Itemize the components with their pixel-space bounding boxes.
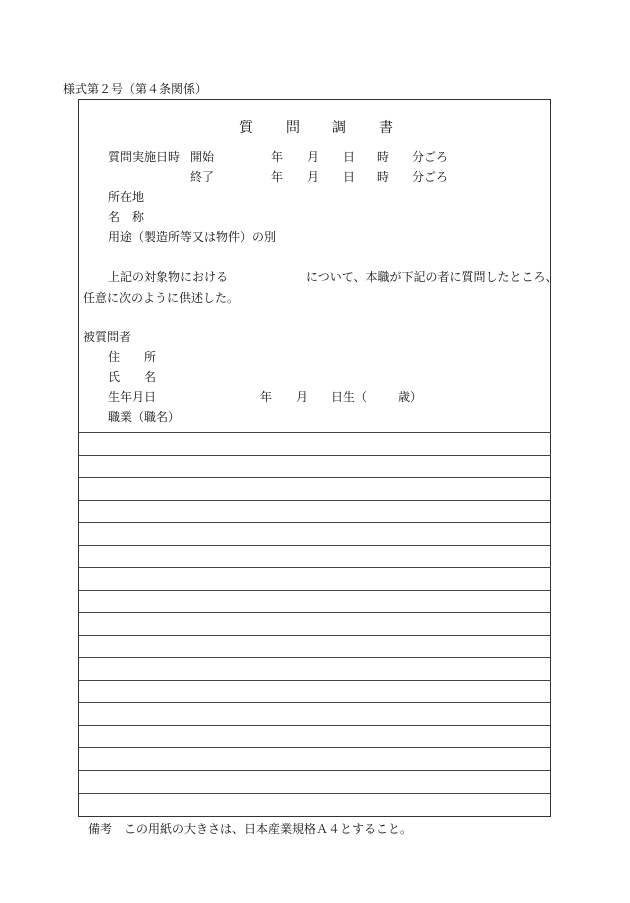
- respondent-name-label: 氏 名: [108, 370, 157, 384]
- ruled-line: [78, 545, 551, 546]
- ruled-line: [78, 567, 551, 568]
- start-label: 開始: [190, 150, 215, 164]
- title-char: 質: [239, 120, 253, 136]
- title-char: 書: [379, 120, 393, 136]
- ruled-line: [78, 680, 551, 681]
- form-label: 様式第２号（第４条関係）: [63, 82, 208, 96]
- title-char: 問: [286, 120, 300, 136]
- datetime-label: 質問実施日時: [108, 150, 181, 164]
- statement-line2: 任意に次のように供述した。: [83, 291, 240, 305]
- ruled-line: [78, 612, 551, 613]
- statement-part2: について、本職が下記の者に質問したところ、: [306, 270, 558, 284]
- start-day-unit: 日: [343, 150, 356, 164]
- end-year-unit: 年: [271, 170, 284, 184]
- location-label: 所在地: [108, 190, 145, 204]
- ruled-line: [78, 635, 551, 636]
- end-label: 終了: [190, 170, 215, 184]
- ruled-line: [78, 500, 551, 501]
- start-minute-unit: 分ごろ: [412, 150, 449, 164]
- birth-year-unit: 年: [260, 390, 273, 404]
- footer-note: 備考 この用紙の大きさは、日本産業規格Ａ４とすること。: [88, 822, 413, 836]
- form-frame: [78, 99, 551, 817]
- ruled-line: [78, 770, 551, 771]
- ruled-line: [78, 793, 551, 794]
- ruled-line: [78, 522, 551, 523]
- ruled-line: [78, 747, 551, 748]
- respondent-address-label: 住 所: [108, 350, 157, 364]
- ruled-line: [78, 432, 551, 433]
- birth-day-suffix: 日生（: [331, 390, 368, 404]
- respondent-occupation-label: 職業（職名）: [108, 410, 181, 424]
- ruled-line: [78, 455, 551, 456]
- ruled-line: [78, 657, 551, 658]
- ruled-line: [78, 702, 551, 703]
- end-day-unit: 日: [343, 170, 356, 184]
- end-minute-unit: 分ごろ: [412, 170, 449, 184]
- respondent-birthdate-label: 生年月日: [108, 390, 157, 404]
- start-hour-unit: 時: [377, 150, 390, 164]
- title-char: 調: [332, 120, 346, 136]
- ruled-line: [78, 725, 551, 726]
- ruled-line: [78, 477, 551, 478]
- facility-name-label: 名 称: [108, 210, 145, 224]
- end-month-unit: 月: [307, 170, 320, 184]
- age-suffix: 歳）: [398, 390, 423, 404]
- statement-part1: 上記の対象物における: [108, 270, 229, 284]
- start-year-unit: 年: [271, 150, 284, 164]
- birth-month-unit: 月: [296, 390, 309, 404]
- ruled-line: [78, 590, 551, 591]
- end-hour-unit: 時: [377, 170, 390, 184]
- usage-label: 用途（製造所等又は物件）の別: [108, 230, 277, 244]
- start-month-unit: 月: [307, 150, 320, 164]
- respondent-heading: 被質問者: [83, 330, 132, 344]
